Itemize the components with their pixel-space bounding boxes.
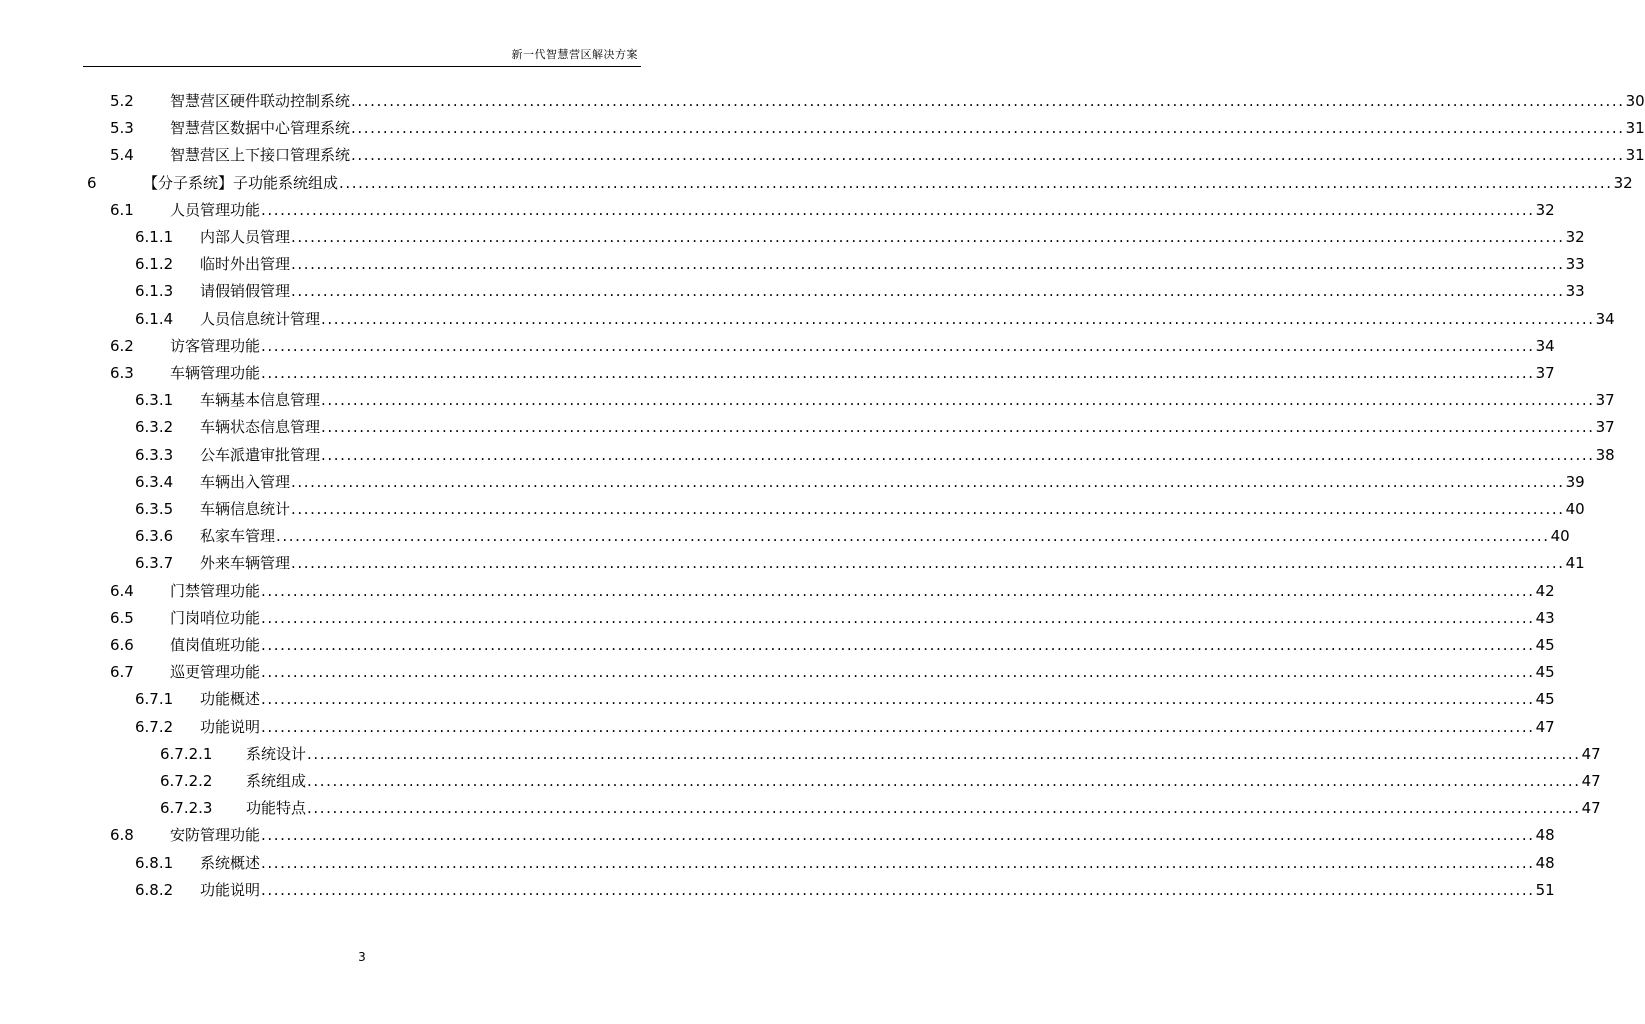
toc-entry[interactable] [0,550,1585,577]
toc-entry[interactable] [0,605,1555,632]
toc-entry-number: 6.3.7 [135,554,174,573]
toc-entry[interactable] [0,197,1555,224]
toc-entry-page: 32 [1535,200,1555,219]
toc-dot-leader: ........................................................................................................................................................................................................ [261,364,1535,382]
toc-entry-page: 31 [1625,119,1645,138]
toc-dot-leader: ........................................................................................................................................................................................................ [261,608,1535,627]
toc-entry-title: 智慧营区上下接口管理系统 [170,146,351,165]
toc-entry-number: 6.7 [110,663,134,682]
toc-dot-leader: ........................................................................................................................................................................................................ [261,880,1535,899]
toc-entry[interactable] [0,578,1555,605]
toc-entry[interactable] [0,88,1645,115]
toc-entry[interactable] [0,850,1555,877]
toc-dot-leader: ........................................................................................................................................................................................................ [261,853,1535,872]
toc-entry-title: 安防管理功能 [170,826,261,845]
toc-entry-page: 37 [1535,364,1555,382]
toc-entry-page: 42 [1535,581,1555,600]
toc-entry[interactable] [0,442,1615,469]
toc-entry-page: 40 [1565,500,1585,518]
toc-entry-number: 6.6 [110,636,134,654]
toc-entry-title: 车辆基本信息管理 [200,391,321,410]
toc-entry-number: 6.3 [110,364,134,382]
document-title: 新一代智慧营区解决方案 [511,48,638,61]
toc-entry[interactable] [0,251,1585,278]
toc-entry-number: 6 [87,173,97,192]
toc-entry[interactable] [0,387,1615,414]
toc-entry-page: 34 [1535,336,1555,355]
toc-entry-number: 6.7.1 [135,690,174,709]
toc-entry-title: 智慧营区数据中心管理系统 [170,119,351,138]
toc-entry-page: 33 [1565,282,1585,301]
toc-entry-title: 人员信息统计管理 [200,309,321,328]
toc-dot-leader: ........................................................................................................................................................................................................ [261,826,1535,845]
toc-entry-page: 38 [1595,445,1615,464]
toc-entry[interactable] [0,360,1555,387]
toc-dot-leader: ........................................................................................................................................................................................................ [321,309,1595,328]
toc-dot-leader: ........................................................................................................................................................................................................ [291,472,1565,491]
toc-entry-number: 6.1.1 [135,228,174,246]
toc-entry-title: 车辆信息统计 [200,500,291,518]
toc-entry-title: 系统设计 [246,744,307,763]
toc-entry-title: 【分子系统】子功能系统组成 [143,173,339,192]
toc-entry-number: 6.7.2.3 [160,799,213,818]
toc-entry-title: 门岗哨位功能 [170,608,261,627]
toc-dot-leader: ........................................................................................................................................................................................................ [291,255,1565,274]
toc-entry-title: 外来车辆管理 [200,554,291,573]
page-number: 3 [358,950,366,964]
toc-entry-number: 6.8.1 [135,853,174,872]
toc-entry-page: 45 [1535,636,1555,654]
toc-entry[interactable] [0,115,1645,142]
toc-entry-number: 6.8 [110,826,134,845]
toc-entry-page: 43 [1535,608,1555,627]
toc-entry-title: 车辆管理功能 [170,364,261,382]
toc-entry[interactable] [0,741,1601,768]
toc-entry-title: 人员管理功能 [170,200,261,219]
toc-entry-title: 私家车管理 [200,527,276,546]
toc-entry[interactable] [0,170,1633,197]
toc-entry-number: 6.1.3 [135,282,174,301]
toc-entry-page: 47 [1535,717,1555,736]
toc-entry-number: 6.3.4 [135,472,174,491]
toc-entry-page: 48 [1535,826,1555,845]
toc-entry-number: 6.3.6 [135,527,174,546]
toc-entry-number: 6.3.5 [135,500,174,518]
toc-dot-leader: ........................................................................................................................................................................................................ [291,228,1565,246]
toc-dot-leader: ........................................................................................................................................................................................................ [351,92,1625,110]
toc-entry-number: 6.5 [110,608,134,627]
toc-entry-number: 6.8.2 [135,880,174,899]
toc-entry-page: 31 [1625,146,1645,165]
toc-entry-page: 32 [1613,173,1633,192]
toc-entry-page: 48 [1535,853,1555,872]
toc-dot-leader: ........................................................................................................................................................................................................ [351,119,1625,138]
toc-dot-leader: ........................................................................................................................................................................................................ [261,200,1535,219]
toc-entry[interactable] [0,496,1585,523]
toc-entry-page: 40 [1550,527,1570,546]
toc-dot-leader: ........................................................................................................................................................................................................ [307,744,1581,763]
toc-dot-leader: ........................................................................................................................................................................................................ [261,636,1535,654]
toc-dot-leader: ........................................................................................................................................................................................................ [307,772,1581,790]
toc-entry[interactable] [0,142,1645,169]
toc-entry[interactable] [0,306,1615,333]
toc-dot-leader: ........................................................................................................................................................................................................ [261,717,1535,736]
toc-entry-title: 系统概述 [200,853,261,872]
toc-entry-number: 6.7.2.1 [160,744,213,763]
toc-entry-page: 37 [1595,391,1615,410]
toc-dot-leader: ........................................................................................................................................................................................................ [321,391,1595,410]
toc-entry-title: 临时外出管理 [200,255,291,274]
toc-entry[interactable] [0,877,1555,904]
toc-entry[interactable] [0,714,1555,741]
toc-entry-number: 5.3 [110,119,134,138]
toc-entry-number: 6.1 [110,200,134,219]
toc-dot-leader: ........................................................................................................................................................................................................ [261,581,1535,600]
toc-entry-title: 访客管理功能 [170,336,261,355]
toc-entry-number: 6.3.3 [135,445,174,464]
toc-entry[interactable] [0,632,1555,659]
toc-entry-number: 6.7.2 [135,717,174,736]
toc-dot-leader: ........................................................................................................................................................................................................ [261,690,1535,709]
toc-entry-title: 门禁管理功能 [170,581,261,600]
toc-dot-leader: ........................................................................................................................................................................................................ [291,554,1565,573]
toc-entry-title: 巡更管理功能 [170,663,261,682]
toc-dot-leader: ........................................................................................................................................................................................................ [339,173,1613,192]
toc-entry-page: 33 [1565,255,1585,274]
toc-entry-page: 45 [1535,663,1555,682]
toc-dot-leader: ........................................................................................................................................................................................................ [351,146,1625,165]
toc-entry[interactable] [0,469,1585,496]
toc-dot-leader: ........................................................................................................................................................................................................ [291,500,1565,518]
toc-entry[interactable] [0,686,1555,713]
toc-entry[interactable] [0,822,1555,849]
toc-entry-page: 34 [1595,309,1615,328]
toc-entry-number: 6.1.4 [135,309,174,328]
toc-entry-page: 47 [1581,799,1601,818]
toc-entry[interactable] [0,795,1601,822]
toc-entry-page: 51 [1535,880,1555,899]
toc-entry-number: 6.1.2 [135,255,174,274]
header-divider [83,66,641,67]
toc-entry-title: 内部人员管理 [200,228,291,246]
toc-entry[interactable] [0,224,1585,251]
toc-entry-number: 6.3.2 [135,418,174,437]
toc-entry-number: 6.3.1 [135,391,174,410]
toc-entry-title: 智慧营区硬件联动控制系统 [170,92,351,110]
toc-dot-leader: ........................................................................................................................................................................................................ [261,336,1535,355]
toc-entry-page: 47 [1581,744,1601,763]
toc-entry[interactable] [0,278,1585,305]
toc-entry-title: 请假销假管理 [200,282,291,301]
toc-entry-title: 功能说明 [200,880,261,899]
toc-entry-title: 功能特点 [246,799,307,818]
toc-entry-number: 6.2 [110,336,134,355]
toc-entry-page: 47 [1581,772,1601,790]
toc-entry-title: 系统组成 [246,772,307,790]
toc-entry[interactable] [0,768,1601,795]
toc-entry-page: 32 [1565,228,1585,246]
toc-entry-page: 39 [1565,472,1585,491]
toc-dot-leader: ........................................................................................................................................................................................................ [321,445,1595,464]
toc-entry-title: 车辆状态信息管理 [200,418,321,437]
toc-entry-number: 5.4 [110,146,134,165]
toc-entry-page: 45 [1535,690,1555,709]
toc-entry-number: 6.7.2.2 [160,772,213,790]
toc-entry[interactable] [0,659,1555,686]
toc-entry-number: 6.4 [110,581,134,600]
toc-entry-title: 功能概述 [200,690,261,709]
toc-entry[interactable] [0,333,1555,360]
toc-entry-page: 30 [1625,92,1645,110]
toc-dot-leader: ........................................................................................................................................................................................................ [291,282,1565,301]
toc-dot-leader: ........................................................................................................................................................................................................ [261,663,1535,682]
toc-dot-leader: ........................................................................................................................................................................................................ [276,527,1550,546]
toc-entry-number: 5.2 [110,92,134,110]
toc-entry-page: 41 [1565,554,1585,573]
toc-entry-title: 功能说明 [200,717,261,736]
toc-entry[interactable] [0,414,1615,441]
toc-entry-title: 车辆出入管理 [200,472,291,491]
toc-entry-title: 值岗值班功能 [170,636,261,654]
toc-entry-page: 37 [1595,418,1615,437]
toc-entry[interactable] [0,523,1570,550]
toc-dot-leader: ........................................................................................................................................................................................................ [307,799,1581,818]
toc-dot-leader: ........................................................................................................................................................................................................ [321,418,1595,437]
toc-entry-title: 公车派遣审批管理 [200,445,321,464]
